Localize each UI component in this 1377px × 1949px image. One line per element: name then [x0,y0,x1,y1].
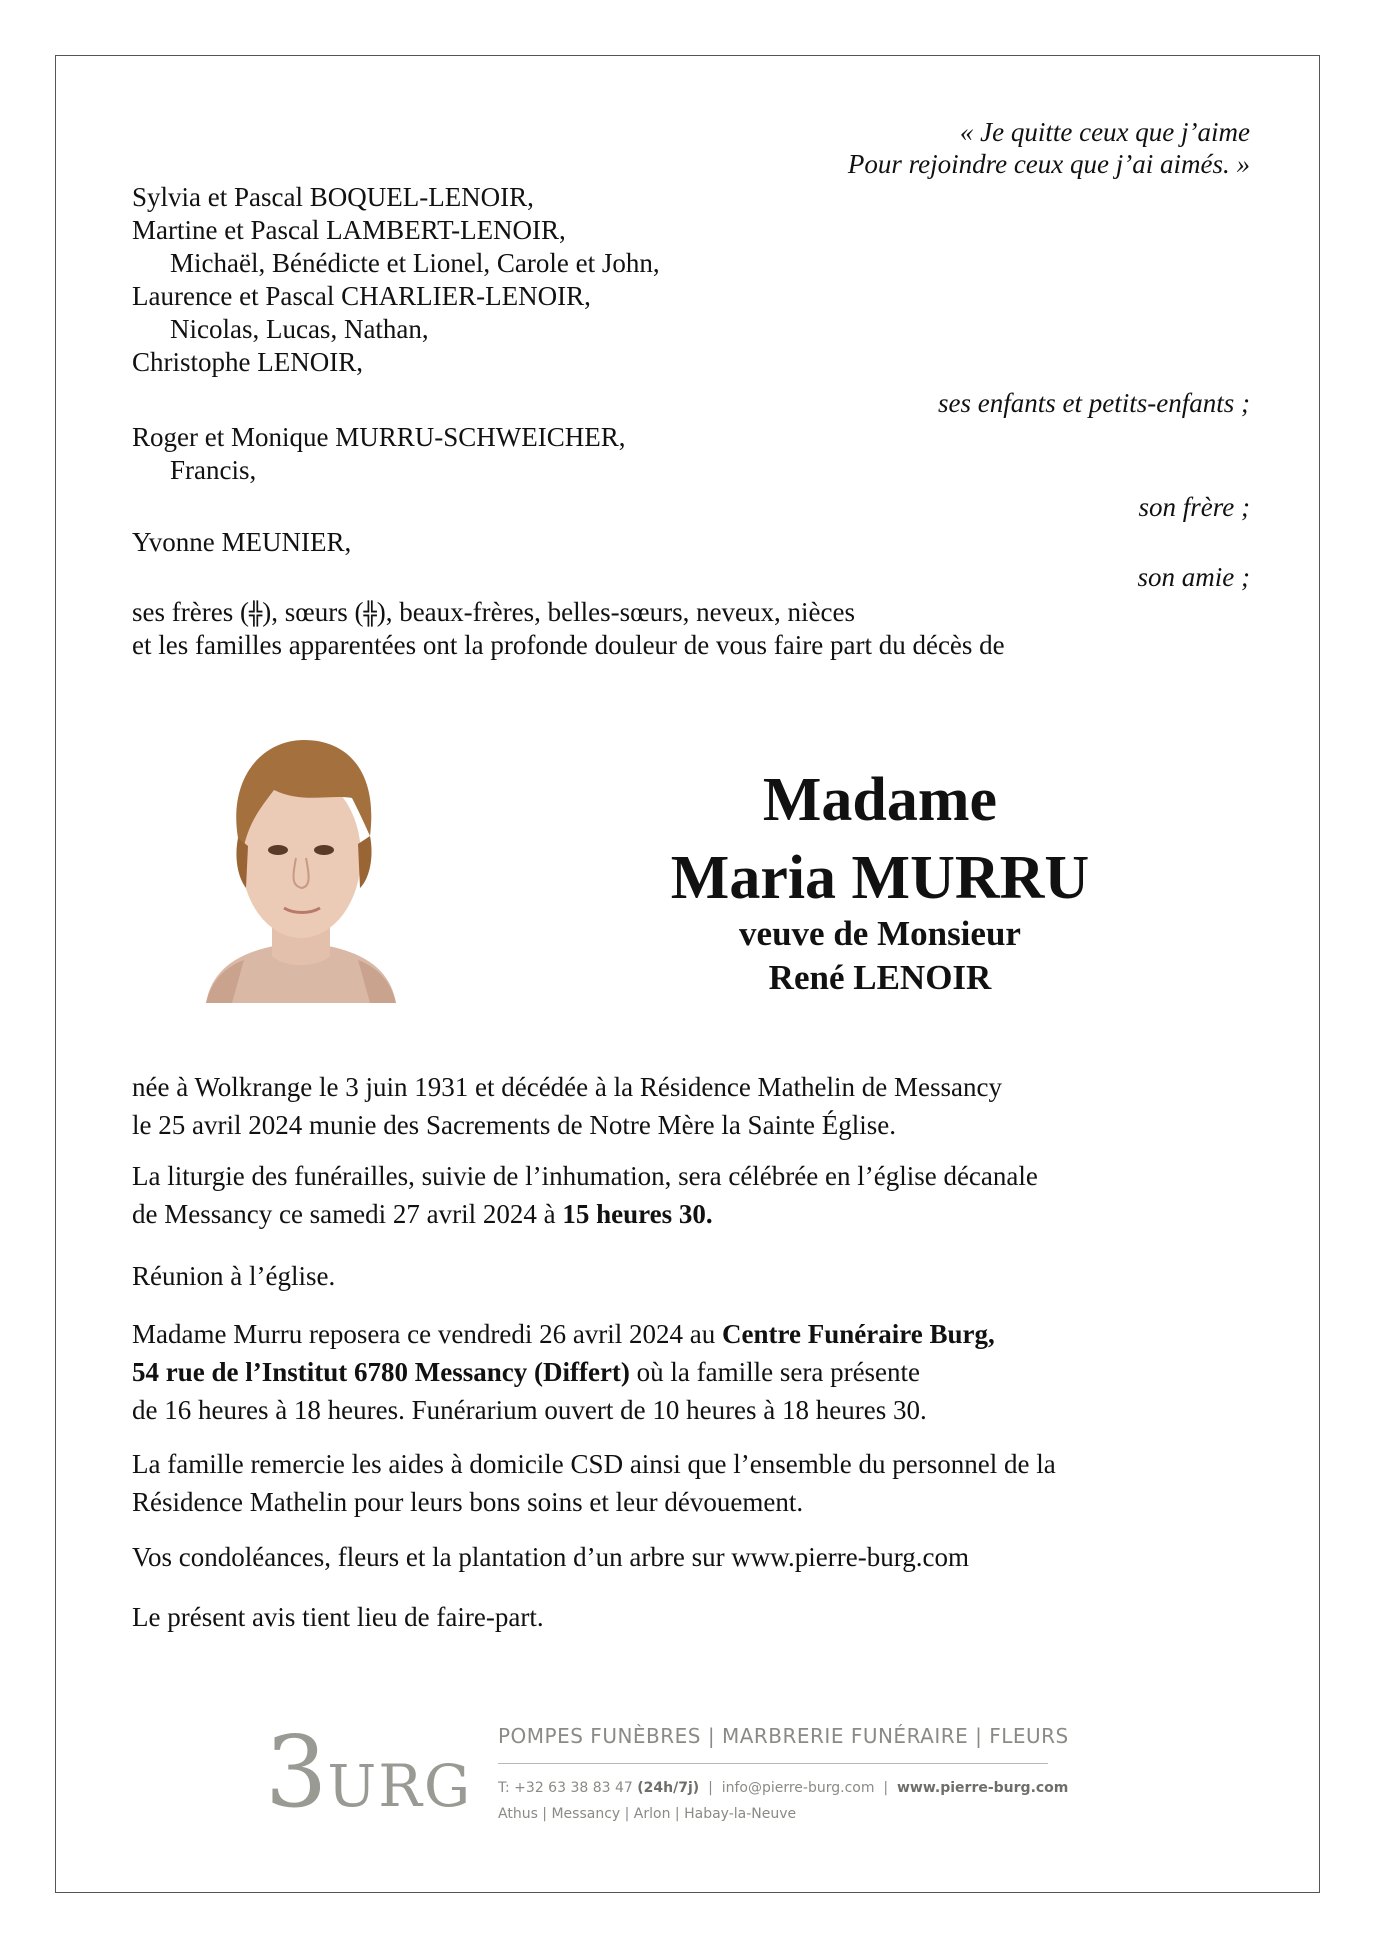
family-line: ses frères (╬), sœurs (╬), beaux-frères, belles-sœurs, neveux, nièces [132,597,856,627]
spouse-name: René LENOIR [768,958,992,997]
cross-icon: ╬ [363,602,377,627]
relation-label: son frère ; [1138,492,1250,522]
viewing-paragraph: Madame Murru reposera ce vendredi 26 avril 2024 au Centre Funéraire Burg, 54 rue de l’Institut 6780 Messancy (Differt) où la famille sera présente de 16 heures à 18 heures. Funérarium ouvert de 10 heures à 18 heures 30. [132,1319,995,1425]
family-line: Sylvia et Pascal BOQUEL-LENOIR, [132,182,534,212]
widow-line: veuve de Monsieur [739,914,1021,953]
family-line: Martine et Pascal LAMBERT-LENOIR, [132,215,566,245]
family-line: Laurence et Pascal CHARLIER-LENOIR, [132,281,591,311]
services-line: POMPES FUNÈBRES | MARBRERIE FUNÉRAIRE | FLEURS [498,1724,1069,1748]
portrait-photo [192,728,410,1003]
relation-label: ses enfants et petits-enfants ; [938,388,1250,418]
family-line: Michaël, Bénédicte et Lionel, Carole et John, [170,248,660,278]
thanks-paragraph: La famille remercie les aides à domicile CSD ainsi que l’ensemble du personnel de la Résidence Mathelin pour leurs bons soins et leur dévouement. [132,1449,1056,1517]
condolences-paragraph: Vos condoléances, fleurs et la plantation d’un arbre sur www.pierre-burg.com [132,1542,969,1572]
locations-line: Athus | Messancy | Arlon | Habay-la-Neuve [498,1806,797,1822]
quote-line-2: Pour rejoindre ceux que j’ai aimés. » [847,149,1250,179]
quote-line-1: « Je quitte ceux que j’aime [959,117,1250,147]
deceased-title: Madame [762,766,998,834]
relation-label: son amie ; [1137,562,1250,592]
family-line: Christophe LENOIR, [132,347,363,377]
email-link[interactable]: info@pierre-burg.com [721,1780,875,1796]
deceased-name: Maria MURRU [670,844,1090,912]
liturgy-paragraph: La liturgie des funérailles, suivie de l’inhumation, sera célébrée en l’église décanale de Messancy ce samedi 27 avril 2024 à 15 heures 30. [132,1161,1038,1229]
reunion-paragraph: Réunion à l’église. [132,1261,336,1291]
burg-logo: 3URG [265,1716,473,1830]
notice-paragraph: Le présent avis tient lieu de faire-part. [132,1602,544,1632]
birth-death-paragraph: née à Wolkrange le 3 juin 1931 et décédée à la Résidence Mathelin de Messancy le 25 avril 2024 munie des Sacrements de Notre Mère la Sainte Église. [132,1072,1002,1140]
cross-icon: ╬ [248,602,263,627]
footer-divider [498,1763,1048,1764]
family-line: Yvonne MEUNIER, [132,527,352,557]
family-line: Francis, [170,455,257,485]
website-link[interactable]: www.pierre-burg.com [897,1780,1069,1796]
announcement-line: et les familles apparentées ont la profonde douleur de vous faire part du décès de [132,630,1005,660]
contact-line: T: +32 63 38 83 47 (24h/7j) | info@pierre-burg.com | www.pierre-burg.com [498,1780,1069,1796]
family-line: Roger et Monique MURRU-SCHWEICHER, [132,422,626,452]
family-line: Nicolas, Lucas, Nathan, [170,314,429,344]
